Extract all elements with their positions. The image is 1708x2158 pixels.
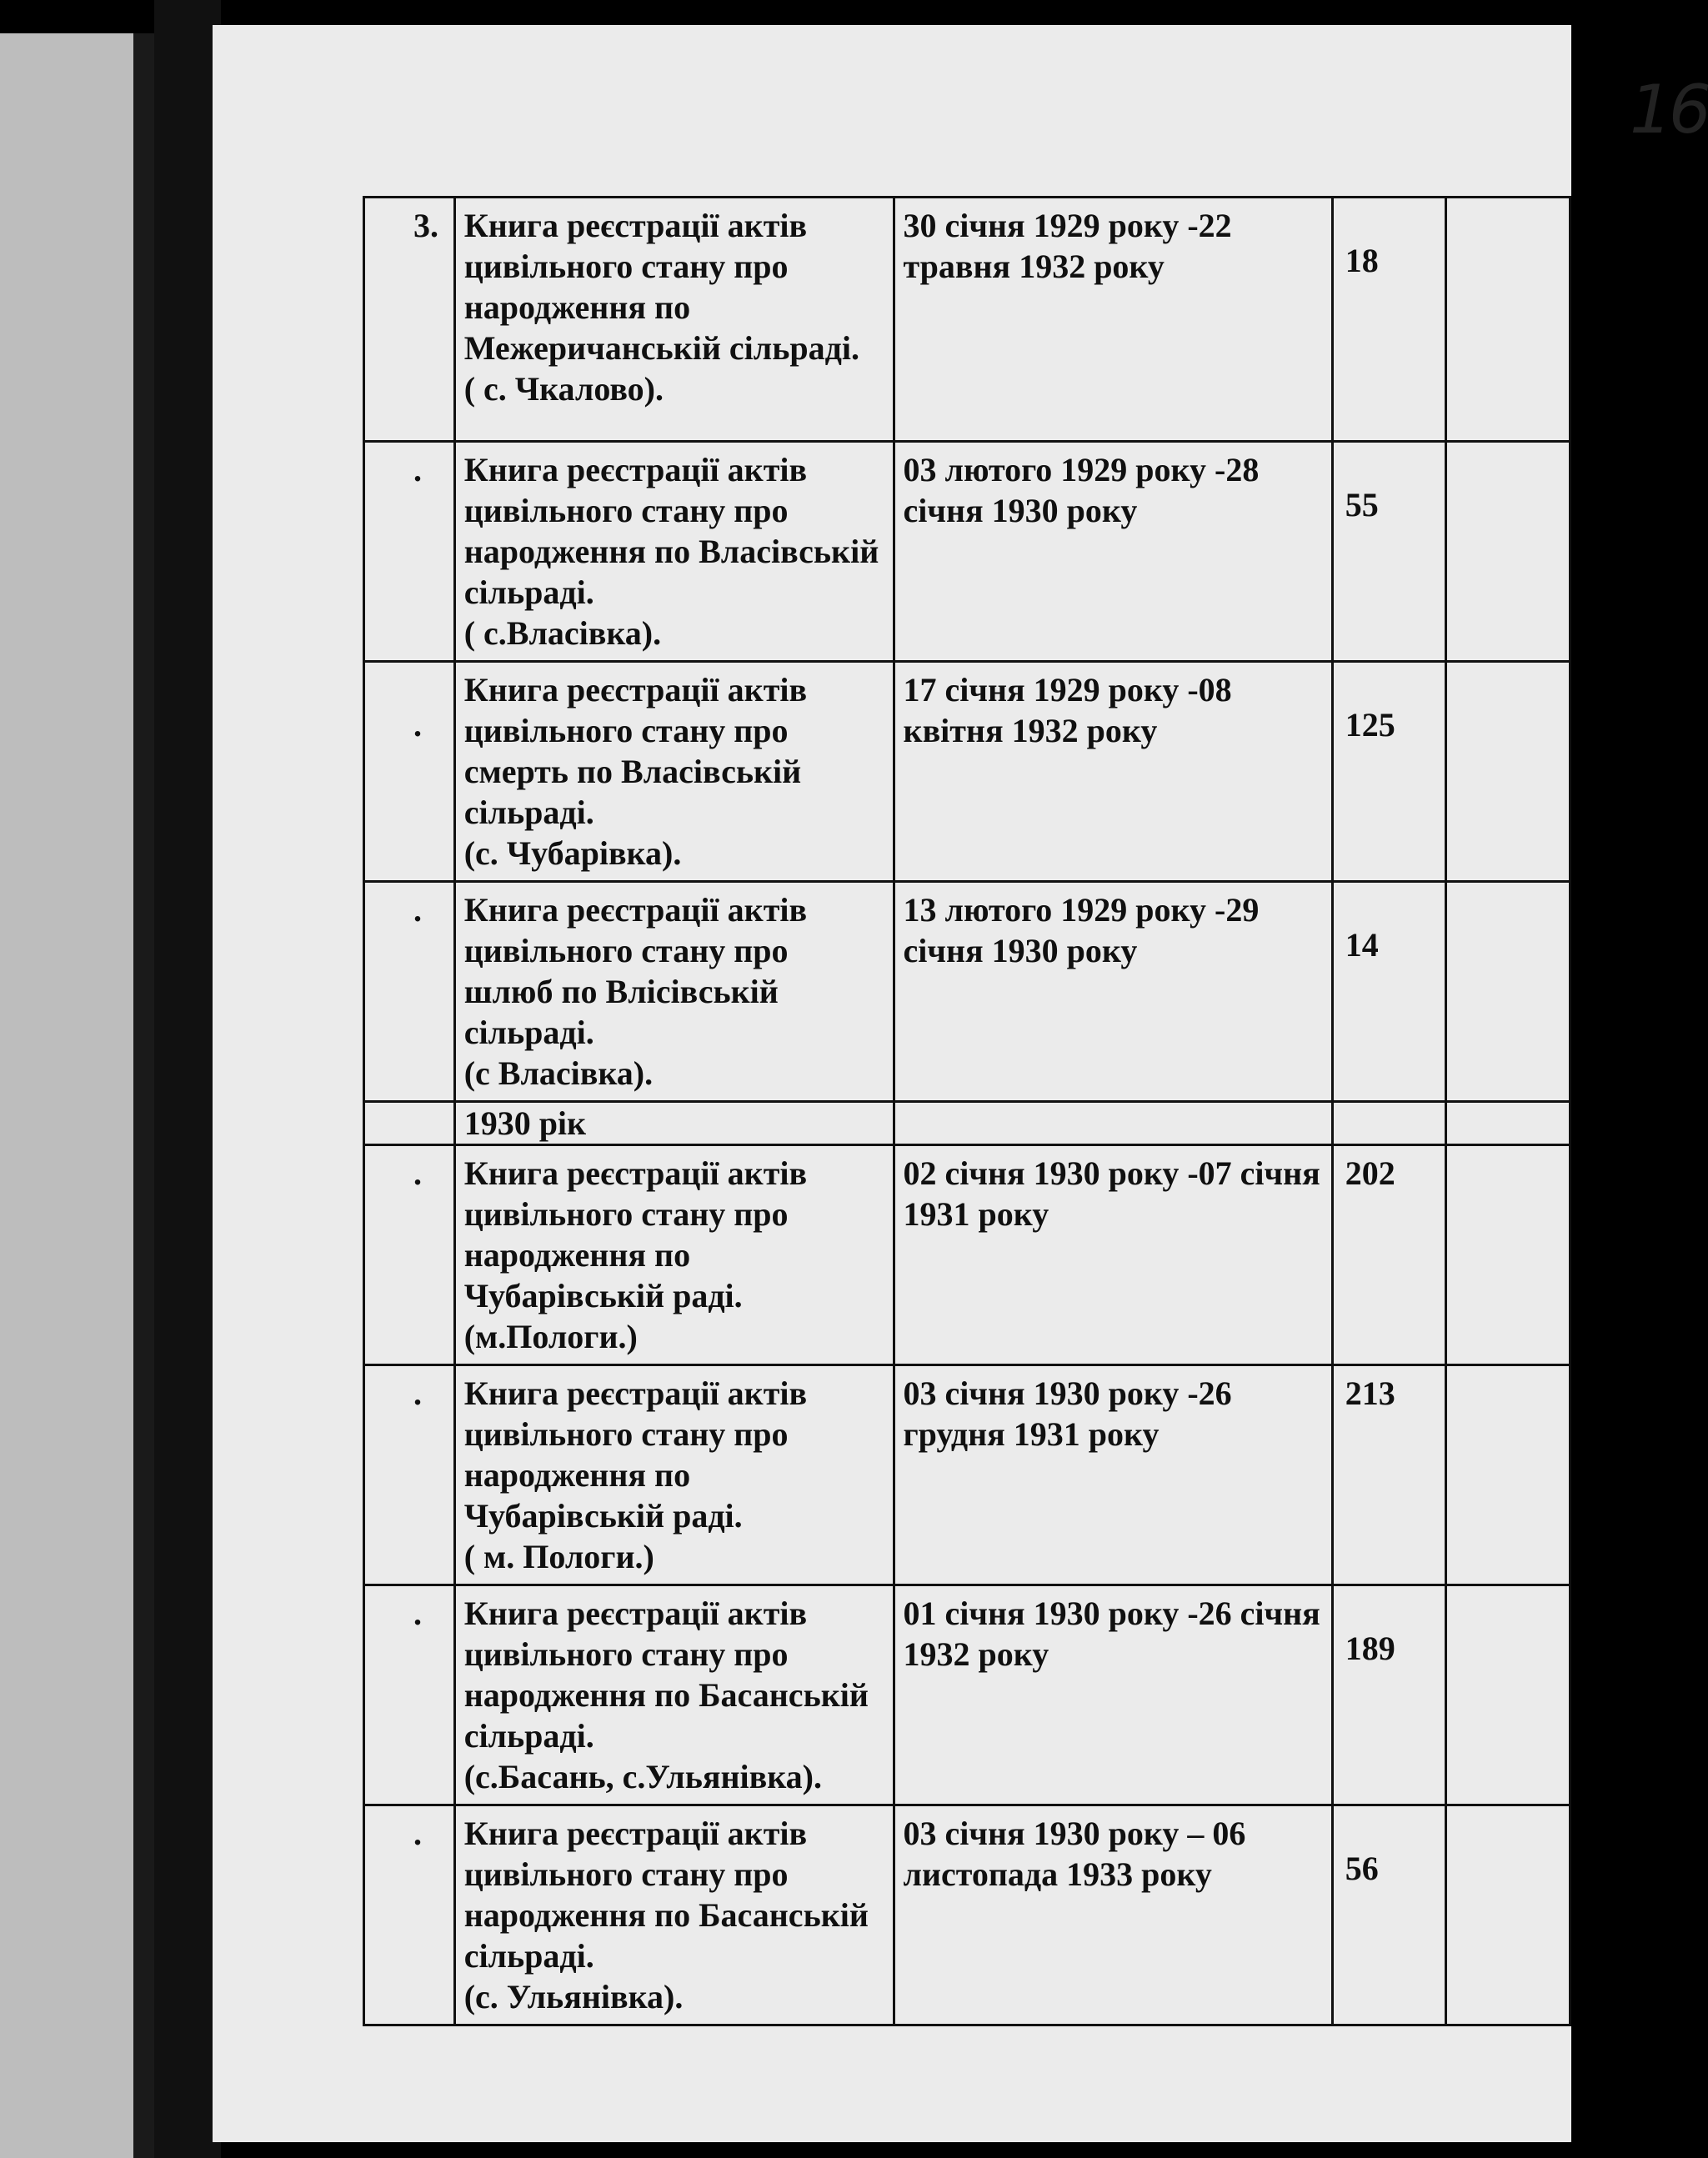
record-title: Книга реєстрації актів цивільного стану про народження по Чубарівській раді. — [463, 1374, 808, 1535]
year-heading-row — [364, 1102, 1570, 1145]
record-title: Книга реєстрації актів цивільного стану про народження по Басанській сільраді. — [463, 1815, 869, 1975]
record-count: 189 — [1332, 1585, 1446, 1805]
page-number: 16 — [1630, 71, 1708, 148]
record-place: ( с. Чкалово). — [463, 370, 664, 408]
year-heading-number-cell — [364, 1102, 455, 1145]
record-count: 125 — [1332, 662, 1446, 882]
note-cell — [1446, 1145, 1570, 1365]
record-title-cell — [454, 1365, 894, 1585]
register-table — [363, 196, 1571, 2026]
row-number: . — [364, 662, 455, 882]
record-count: 56 — [1332, 1805, 1446, 2025]
record-title: Книга реєстрації актів цивільного стану про народження по Межеричанській сільраді. — [463, 207, 859, 367]
note-cell — [1446, 442, 1570, 662]
row-number: . — [364, 882, 455, 1102]
record-place: (с. Чубарівка). — [463, 834, 682, 872]
row-number: . — [364, 442, 455, 662]
record-title: Книга реєстрації актів цивільного стану про шлюб по Влісівській сільраді. — [463, 891, 808, 1051]
record-title-cell — [454, 1585, 894, 1805]
underlying-page — [0, 33, 150, 2158]
record-place: (м.Пологи.) — [463, 1318, 638, 1355]
note-cell — [1446, 1805, 1570, 2025]
table-row — [364, 442, 1570, 662]
record-title: Книга реєстрації актів цивільного стану про народження по Чубарівській раді. — [463, 1154, 808, 1314]
date-range: 03 січня 1930 року – 06 листопада 1933 року — [894, 1805, 1332, 2025]
table-row — [364, 1145, 1570, 1365]
year-heading: 1930 рік — [454, 1102, 894, 1145]
note-cell — [1446, 1585, 1570, 1805]
record-place: (с Власівка). — [463, 1054, 654, 1092]
year-heading-dates-cell — [894, 1102, 1332, 1145]
record-place: ( с.Власівка). — [463, 614, 662, 652]
date-range: 03 січня 1930 року -26 грудня 1931 року — [894, 1365, 1332, 1585]
record-title: Книга реєстрації актів цивільного стану про народження по Власівській сільраді. — [463, 451, 879, 611]
document-page — [213, 25, 1708, 2142]
record-count: 14 — [1332, 882, 1446, 1102]
record-place: ( м. Пологи.) — [463, 1538, 654, 1575]
row-number: . — [364, 1805, 455, 2025]
date-range: 13 лютого 1929 року -29 січня 1930 року — [894, 882, 1332, 1102]
record-count: 202 — [1332, 1145, 1446, 1365]
year-heading-note-cell — [1446, 1102, 1570, 1145]
record-title-cell — [454, 442, 894, 662]
table-row — [364, 1805, 1570, 2025]
table-row — [364, 1365, 1570, 1585]
record-title: Книга реєстрації актів цивільного стану про смерть по Власівській сільраді. — [463, 671, 808, 831]
note-cell — [1446, 662, 1570, 882]
note-cell — [1446, 198, 1570, 442]
binding-shadow — [154, 0, 221, 2158]
record-count: 55 — [1332, 442, 1446, 662]
date-range: 02 січня 1930 року -07 січня 1931 року — [894, 1145, 1332, 1365]
year-heading-count-cell — [1332, 1102, 1446, 1145]
row-number: . — [364, 1145, 455, 1365]
record-title-cell — [454, 662, 894, 882]
note-cell — [1446, 882, 1570, 1102]
record-place: (с.Басань, с.Ульянівка). — [463, 1758, 823, 1795]
table-row — [364, 662, 1570, 882]
record-count: 18 — [1332, 198, 1446, 442]
table-row — [364, 1585, 1570, 1805]
note-cell — [1446, 1365, 1570, 1585]
table-row — [364, 198, 1570, 442]
record-title: Книга реєстрації актів цивільного стану про народження по Басанській сільраді. — [463, 1595, 869, 1755]
record-title-cell — [454, 1145, 894, 1365]
record-count: 213 — [1332, 1365, 1446, 1585]
row-number: . — [364, 1585, 455, 1805]
date-range: 30 січня 1929 року -22 травня 1932 року — [894, 198, 1332, 442]
row-number: . — [364, 1365, 455, 1585]
record-place: (с. Ульянівка). — [463, 1978, 684, 2015]
date-range: 03 лютого 1929 року -28 січня 1930 року — [894, 442, 1332, 662]
record-title-cell — [454, 1805, 894, 2025]
record-title-cell — [454, 882, 894, 1102]
date-range: 17 січня 1929 року -08 квітня 1932 року — [894, 662, 1332, 882]
record-title-cell — [454, 198, 894, 442]
table-row — [364, 882, 1570, 1102]
row-number: 3. — [364, 198, 455, 442]
date-range: 01 січня 1930 року -26 січня 1932 року — [894, 1585, 1332, 1805]
